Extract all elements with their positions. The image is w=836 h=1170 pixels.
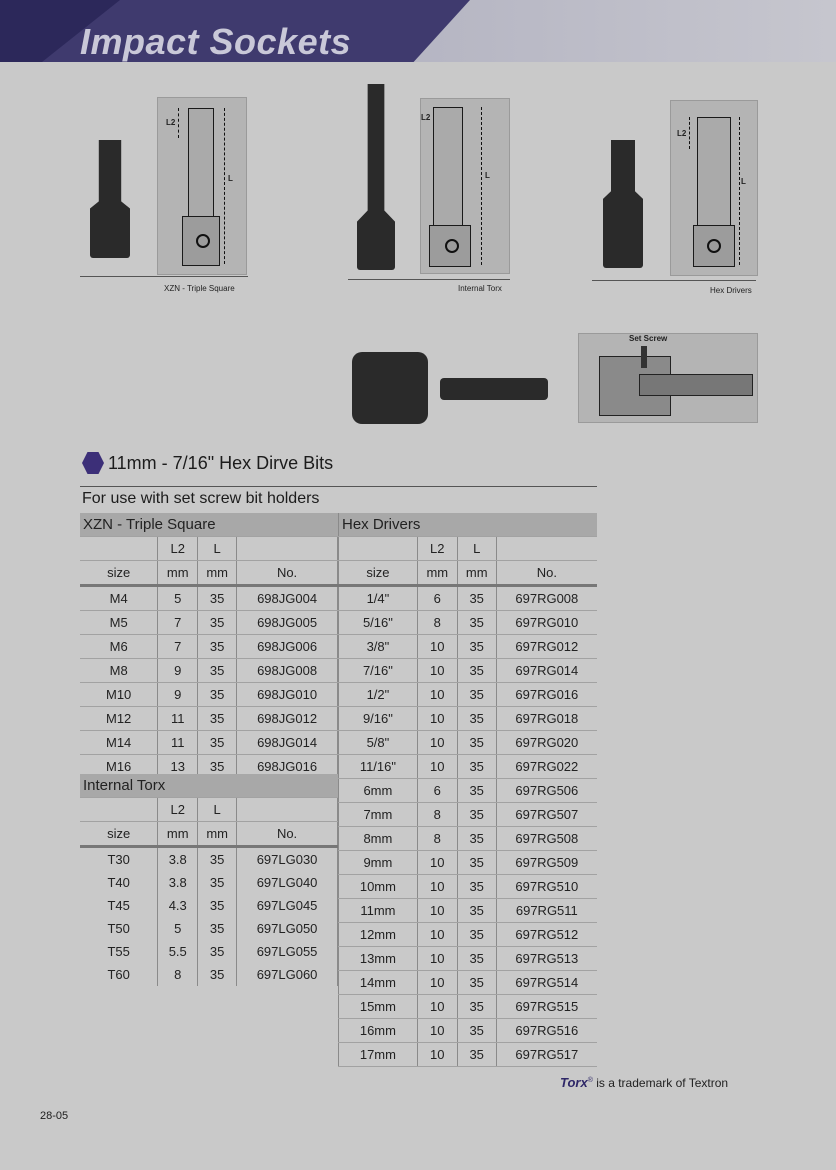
l2-cell: 10 [417, 899, 457, 923]
l2-cell: 10 [417, 731, 457, 755]
torx-dim-l: L [485, 171, 490, 180]
torx-bit-diagram [420, 98, 510, 274]
part-number-cell: 697RG022 [496, 755, 597, 779]
l-cell: 35 [198, 731, 237, 755]
l-cell: 35 [457, 923, 496, 947]
size-cell: 10mm [339, 875, 418, 899]
l2-cell: 11 [158, 707, 198, 731]
table-row [339, 707, 598, 731]
trademark-text: is a trademark of Textron [596, 1076, 729, 1090]
size-cell: T30 [80, 847, 158, 872]
l-cell: 35 [198, 871, 237, 894]
l-cell: 35 [198, 755, 237, 779]
hex-head-mm: mm [417, 561, 457, 586]
l-cell: 35 [457, 851, 496, 875]
l2-cell: 13 [158, 755, 198, 779]
torx-caption-line [348, 279, 510, 280]
l2-cell: 10 [417, 875, 457, 899]
section-title: 11mm - 7/16" Hex Dirve Bits [108, 453, 334, 473]
part-number-cell: 698JG012 [237, 707, 338, 731]
hex-rows [339, 586, 598, 1067]
hex-table [338, 513, 597, 1067]
table-row [80, 659, 338, 683]
xzn-head-no: No. [237, 561, 338, 586]
part-number-cell: 697LG055 [237, 940, 338, 963]
size-cell: T45 [80, 894, 158, 917]
size-cell: 8mm [339, 827, 418, 851]
torx-table [80, 774, 338, 986]
size-cell: 5/8" [339, 731, 418, 755]
l-cell: 35 [457, 683, 496, 707]
l2-cell: 11 [158, 731, 198, 755]
hex-head-l2: L2 [417, 537, 457, 561]
size-cell: T55 [80, 940, 158, 963]
l-cell: 35 [198, 586, 237, 611]
table-row [80, 847, 338, 872]
size-cell: 14mm [339, 971, 418, 995]
size-cell: 13mm [339, 947, 418, 971]
table-row [339, 611, 598, 635]
size-cell: 9mm [339, 851, 418, 875]
xzn-rows [80, 586, 338, 779]
part-number-cell: 697RG509 [496, 851, 597, 875]
l-cell: 35 [457, 971, 496, 995]
table-row [339, 586, 598, 611]
l-cell: 35 [198, 659, 237, 683]
part-number-cell: 698JG016 [237, 755, 338, 779]
l2-cell: 5 [158, 917, 198, 940]
torx-logo: Torx [560, 1075, 588, 1090]
table-row [339, 635, 598, 659]
page-title: Impact Sockets [80, 21, 352, 62]
table-row [339, 779, 598, 803]
socket-holder-photo [352, 352, 428, 424]
table-row [339, 875, 598, 899]
torx-head-l2: L2 [158, 798, 198, 822]
part-number-cell: 697LG045 [237, 894, 338, 917]
l-cell: 35 [198, 963, 237, 986]
xzn-head-l2: L2 [158, 537, 198, 561]
table-row [80, 586, 338, 611]
l2-cell: 8 [417, 827, 457, 851]
section-title-rule [80, 486, 597, 487]
table-row [339, 851, 598, 875]
l-cell: 35 [198, 611, 237, 635]
l2-cell: 9 [158, 683, 198, 707]
torx-caption: Internal Torx [458, 284, 502, 293]
part-number-cell: 697LG060 [237, 963, 338, 986]
part-number-cell: 698JG004 [237, 586, 338, 611]
size-cell: M16 [80, 755, 158, 779]
part-number-cell: 697RG512 [496, 923, 597, 947]
size-cell: 9/16" [339, 707, 418, 731]
l-cell: 35 [457, 899, 496, 923]
l-cell: 35 [457, 995, 496, 1019]
l2-cell: 5 [158, 586, 198, 611]
table-row [339, 755, 598, 779]
size-cell: 6mm [339, 779, 418, 803]
part-number-cell: 697LG040 [237, 871, 338, 894]
torx-head-mm: mm [198, 822, 237, 847]
set-screw-diagram [578, 333, 758, 423]
size-cell: 11/16" [339, 755, 418, 779]
table-row [80, 917, 338, 940]
table-row [339, 659, 598, 683]
table-row [339, 1019, 598, 1043]
torx-rows [80, 847, 338, 987]
table-row [339, 803, 598, 827]
l2-cell: 10 [417, 851, 457, 875]
l2-cell: 5.5 [158, 940, 198, 963]
part-number-cell: 698JG006 [237, 635, 338, 659]
l-cell: 35 [198, 917, 237, 940]
part-number-cell: 697RG515 [496, 995, 597, 1019]
l2-cell: 7 [158, 611, 198, 635]
xzn-head-l: L [198, 537, 237, 561]
table-row [80, 635, 338, 659]
part-number-cell: 697RG018 [496, 707, 597, 731]
l-cell: 35 [457, 803, 496, 827]
part-number-cell: 697RG513 [496, 947, 597, 971]
size-cell: M12 [80, 707, 158, 731]
l2-cell: 10 [417, 755, 457, 779]
hex-table-title: Hex Drivers [339, 513, 598, 537]
part-number-cell: 697RG517 [496, 1043, 597, 1067]
table-row [339, 731, 598, 755]
part-number-cell: 697RG012 [496, 635, 597, 659]
part-number-cell: 697RG010 [496, 611, 597, 635]
l-cell: 35 [457, 1019, 496, 1043]
table-row [80, 707, 338, 731]
xzn-caption-line [80, 276, 248, 277]
table-row [80, 611, 338, 635]
l-cell: 35 [457, 611, 496, 635]
l2-cell: 6 [417, 586, 457, 611]
hex-dim-l2: L2 [677, 129, 687, 138]
table-row [339, 827, 598, 851]
size-cell: M8 [80, 659, 158, 683]
l2-cell: 10 [417, 659, 457, 683]
l-cell: 35 [457, 707, 496, 731]
size-cell: 16mm [339, 1019, 418, 1043]
l2-cell: 9 [158, 659, 198, 683]
size-cell: T60 [80, 963, 158, 986]
l-cell: 35 [198, 683, 237, 707]
torx-bit-photo [357, 84, 395, 270]
part-number-cell: 697RG508 [496, 827, 597, 851]
l2-cell: 4.3 [158, 894, 198, 917]
l-cell: 35 [457, 827, 496, 851]
size-cell: M14 [80, 731, 158, 755]
l2-cell: 8 [417, 803, 457, 827]
table-row [339, 995, 598, 1019]
l2-cell: 10 [417, 707, 457, 731]
part-number-cell: 697RG507 [496, 803, 597, 827]
xzn-table [80, 513, 338, 779]
l2-cell: 8 [417, 611, 457, 635]
xzn-head-size: size [80, 561, 158, 586]
l2-cell: 3.8 [158, 871, 198, 894]
l2-cell: 8 [158, 963, 198, 986]
table-row [80, 871, 338, 894]
l2-cell: 10 [417, 947, 457, 971]
part-number-cell: 697RG020 [496, 731, 597, 755]
l-cell: 35 [457, 779, 496, 803]
size-cell: M5 [80, 611, 158, 635]
size-cell: M4 [80, 586, 158, 611]
hex-caption-line [592, 280, 756, 281]
size-cell: 17mm [339, 1043, 418, 1067]
part-number-cell: 697RG516 [496, 1019, 597, 1043]
size-cell: 7mm [339, 803, 418, 827]
trademark-note: Torx® is a trademark of Textron [560, 1075, 729, 1090]
page-number: 28-05 [40, 1110, 69, 1122]
l2-cell: 10 [417, 635, 457, 659]
l-cell: 35 [198, 894, 237, 917]
part-number-cell: 698JG014 [237, 731, 338, 755]
l2-cell: 10 [417, 1019, 457, 1043]
l2-cell: 10 [417, 923, 457, 947]
xzn-table-title: XZN - Triple Square [80, 513, 338, 537]
xzn-bit-photo [90, 140, 130, 258]
l-cell: 35 [198, 940, 237, 963]
table-row [339, 683, 598, 707]
size-cell: T40 [80, 871, 158, 894]
size-cell: M6 [80, 635, 158, 659]
part-number-cell: 698JG005 [237, 611, 338, 635]
part-number-cell: 697RG514 [496, 971, 597, 995]
hex-head-mm: mm [457, 561, 496, 586]
part-number-cell: 697LG050 [237, 917, 338, 940]
l2-cell: 10 [417, 995, 457, 1019]
table-row [339, 1043, 598, 1067]
l2-cell: 6 [417, 779, 457, 803]
part-number-cell: 697RG016 [496, 683, 597, 707]
table-row [339, 947, 598, 971]
xzn-bit-diagram [157, 97, 247, 275]
l2-cell: 10 [417, 971, 457, 995]
table-row [80, 963, 338, 986]
size-cell: M10 [80, 683, 158, 707]
l2-cell: 10 [417, 1043, 457, 1067]
xzn-dim-l2: L2 [166, 118, 176, 127]
l2-cell: 7 [158, 635, 198, 659]
hex-head-no: No. [496, 561, 597, 586]
hex-bullet-icon [82, 452, 104, 474]
size-cell: 7/16" [339, 659, 418, 683]
part-number-cell: 698JG010 [237, 683, 338, 707]
l-cell: 35 [198, 707, 237, 731]
torx-head-l: L [198, 798, 237, 822]
hex-bit-diagram [670, 100, 758, 276]
torx-head-no: No. [237, 822, 338, 847]
set-screw-label: Set Screw [629, 334, 668, 343]
l-cell: 35 [457, 947, 496, 971]
l-cell: 35 [457, 1043, 496, 1067]
size-cell: 5/16" [339, 611, 418, 635]
l-cell: 35 [198, 847, 237, 872]
extension-bit-photo [440, 378, 548, 400]
part-number-cell: 697RG510 [496, 875, 597, 899]
hex-head-size: size [339, 561, 418, 586]
torx-table-title: Internal Torx [80, 774, 338, 798]
size-cell: 1/2" [339, 683, 418, 707]
size-cell: 1/4" [339, 586, 418, 611]
size-cell: T50 [80, 917, 158, 940]
xzn-head-mm: mm [198, 561, 237, 586]
torx-dim-l2: L2 [421, 113, 431, 122]
torx-head-size: size [80, 822, 158, 847]
size-cell: 3/8" [339, 635, 418, 659]
table-row [80, 940, 338, 963]
size-cell: 12mm [339, 923, 418, 947]
l-cell: 35 [198, 635, 237, 659]
l-cell: 35 [457, 586, 496, 611]
l-cell: 35 [457, 731, 496, 755]
table-row [339, 923, 598, 947]
part-number-cell: 698JG008 [237, 659, 338, 683]
table-row [339, 899, 598, 923]
xzn-head-mm: mm [158, 561, 198, 586]
table-row [80, 731, 338, 755]
hex-bit-photo [603, 140, 643, 268]
part-number-cell: 697RG014 [496, 659, 597, 683]
table-row [339, 971, 598, 995]
torx-head-mm: mm [158, 822, 198, 847]
section-subtitle: For use with set screw bit holders [82, 490, 320, 507]
xzn-dim-l: L [228, 174, 233, 183]
part-number-cell: 697RG008 [496, 586, 597, 611]
size-cell: 15mm [339, 995, 418, 1019]
table-row [80, 683, 338, 707]
l-cell: 35 [457, 659, 496, 683]
l-cell: 35 [457, 635, 496, 659]
l-cell: 35 [457, 875, 496, 899]
table-row [80, 894, 338, 917]
part-number-cell: 697LG030 [237, 847, 338, 872]
xzn-caption: XZN - Triple Square [164, 284, 235, 293]
size-cell: 11mm [339, 899, 418, 923]
l-cell: 35 [457, 755, 496, 779]
hex-head-l: L [457, 537, 496, 561]
hex-dim-l: L [741, 177, 746, 186]
part-number-cell: 697RG511 [496, 899, 597, 923]
l2-cell: 3.8 [158, 847, 198, 872]
hex-caption: Hex Drivers [710, 286, 752, 295]
part-number-cell: 697RG506 [496, 779, 597, 803]
l2-cell: 10 [417, 683, 457, 707]
